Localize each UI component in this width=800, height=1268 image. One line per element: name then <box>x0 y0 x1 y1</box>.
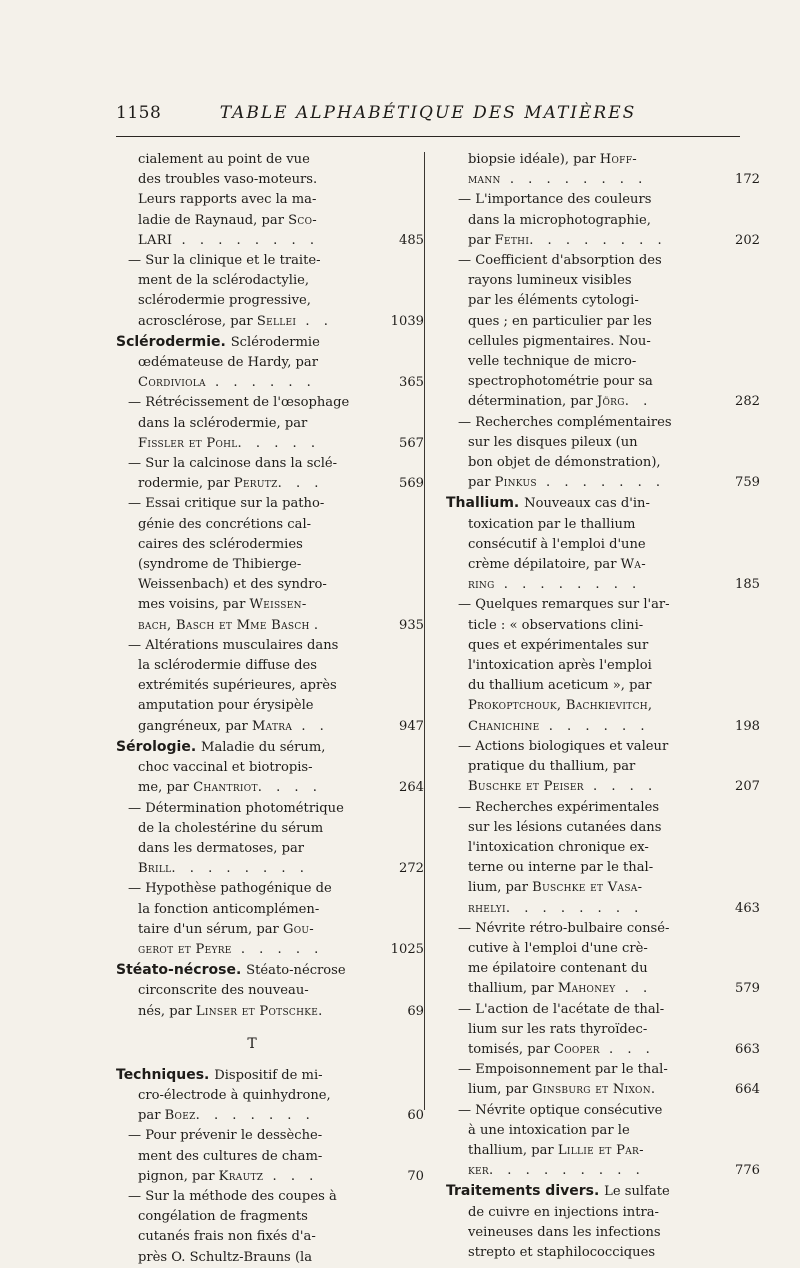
headword: Stéato-nécrose. <box>116 962 247 979</box>
entry-line: rodermie, par Perutz. . . <box>138 476 324 492</box>
entry-line: sur les disques pileux (un <box>468 434 638 450</box>
entry-line: des troubles vaso-moteurs. <box>138 172 318 188</box>
entry-line: mann . . . . . . . . <box>468 172 648 188</box>
entry-line: — Rétrécissement de l'œsophage <box>128 395 350 411</box>
entry-line: — Névrite optique consécutive <box>458 1102 663 1118</box>
entry-line: cellules pigmentaires. Nou- <box>468 333 651 349</box>
page-reference: 664 <box>735 1082 760 1098</box>
index-entry <box>128 393 424 454</box>
index-entry <box>128 1126 424 1187</box>
entry-line: Brill. . . . . . . . <box>138 861 309 877</box>
index-entry <box>128 799 424 880</box>
entry-line: l'intoxication chronique ex- <box>468 839 649 855</box>
page-reference: 485 <box>399 232 424 248</box>
right-entries <box>446 150 760 1263</box>
page-reference: 365 <box>399 375 424 391</box>
entry-line: dans la microphotographie, <box>468 212 651 228</box>
entry-line: Leurs rapports avec la ma- <box>138 192 317 208</box>
index-entry <box>128 251 424 332</box>
entry-line: par Pinkus . . . . . . . <box>468 475 666 491</box>
headword: Thallium. <box>446 495 525 512</box>
entry-line: — Altérations musculaires dans <box>128 637 339 653</box>
entry-line: bach, Basch et Mme Basch . <box>138 617 318 633</box>
entry-line: dans les dermatoses, par <box>138 840 305 856</box>
entry-line: — Pour prévenir le dessèche- <box>128 1128 323 1144</box>
page-number: 1158 <box>116 103 162 123</box>
entry-line: Cordiviola . . . . . . <box>138 375 316 391</box>
entry-line: rhelyi. . . . . . . . <box>468 900 644 916</box>
entry-line: — Sur la clinique et le traite- <box>128 253 321 269</box>
entry-line: ticle : « observations clini- <box>468 617 644 633</box>
entry-line: cro-électrode à quinhydrone, <box>138 1087 331 1103</box>
page-reference: 567 <box>399 435 424 451</box>
left-entries <box>116 150 424 1022</box>
page-reference: 70 <box>407 1168 424 1184</box>
page-reference: 207 <box>735 779 760 795</box>
entry-line: me épilatoire contenant du <box>468 961 648 977</box>
entry-line: bon objet de démonstration), <box>468 455 661 471</box>
index-entry <box>458 1101 760 1182</box>
entry-line: gangréneux, par Matra . . <box>138 718 329 734</box>
index-headword-entry <box>446 1181 702 1263</box>
entry-line: de cuivre en injections intra- <box>468 1204 659 1220</box>
index-headword-entry <box>116 332 424 394</box>
index-entry <box>458 919 760 1000</box>
page-header <box>116 103 740 131</box>
page-reference: 60 <box>407 1108 424 1124</box>
page-reference: 198 <box>735 718 760 734</box>
page-reference: 264 <box>399 780 424 796</box>
entry-line: par Fethi. . . . . . . . <box>468 232 667 248</box>
index-headword-entry <box>446 493 760 595</box>
entry-line: tomisés, par Cooper . . . <box>468 1041 655 1057</box>
index-entry <box>458 737 760 798</box>
entry-line: acrosclérose, par Sellei . . <box>138 313 333 329</box>
running-title: TABLE ALPHABÉTIQUE DES MATIÈRES <box>219 103 637 123</box>
entry-line: détermination, par Jörg. . <box>468 394 653 410</box>
entry-line: près O. Schultz-Brauns (la <box>138 1249 313 1265</box>
section-letter: T <box>247 1035 257 1052</box>
entry-line: — L'importance des couleurs <box>458 192 652 208</box>
entry-line: nés, par Linser et Potschke. <box>138 1003 323 1019</box>
entry-line: Traitements divers. Le sulfate <box>446 1183 670 1200</box>
index-entry <box>138 150 424 251</box>
entry-line: circonscrite des nouveau- <box>138 983 309 999</box>
entry-line: pignon, par Krautz . . . <box>138 1168 319 1184</box>
entry-line: ker. . . . . . . . . <box>468 1163 645 1179</box>
entry-line: — Sur la méthode des coupes à <box>128 1188 337 1204</box>
entry-line: me, par Chantriot. . . . <box>138 780 322 796</box>
entry-line: de la cholestérine du sérum <box>138 820 324 836</box>
entry-line: œdémateuse de Hardy, par <box>138 355 318 371</box>
entry-line: mes voisins, par Weissen- <box>138 597 307 613</box>
entry-line: choc vaccinal et biotropis- <box>138 760 313 776</box>
page-reference: 272 <box>399 861 424 877</box>
entry-line: — Recherches expérimentales <box>458 799 660 815</box>
page-reference: 185 <box>735 577 760 593</box>
left-column <box>116 150 424 1268</box>
entry-line: du thallium aceticum », par <box>468 678 652 694</box>
entry-line: sclérodermie progressive, <box>138 293 311 309</box>
entry-line: crème dépilatoire, par Wa- <box>468 557 646 573</box>
page-reference: 69 <box>407 1003 424 1019</box>
entry-line: — Recherches complémentaires <box>458 414 672 430</box>
index-entry <box>458 595 760 736</box>
entry-line: lium, par Ginsburg et Nixon. <box>468 1082 656 1098</box>
index-headword-entry <box>116 1065 424 1127</box>
entry-line: biopsie idéale), par Hoff- <box>468 152 637 167</box>
entry-line: Fissler et Pohl. . . . . <box>138 435 321 451</box>
entry-line: Techniques. Dispositif de mi- <box>116 1066 323 1083</box>
entry-line: — Essai critique sur la patho- <box>128 496 325 512</box>
headword: Sclérodermie. <box>116 333 231 350</box>
page-reference: 282 <box>735 394 760 410</box>
right-column <box>446 150 760 1263</box>
entry-line: la fonction anticomplémen- <box>138 901 320 917</box>
index-entry <box>468 150 760 190</box>
page-reference: 579 <box>735 981 760 997</box>
entry-line: — Hypothèse pathogénique de <box>128 881 332 897</box>
entry-line: cialement au point de vue <box>138 152 310 167</box>
entry-line: Sérologie. Maladie du sérum, <box>116 738 326 755</box>
index-headword-entry <box>116 960 424 1022</box>
index-entry <box>458 190 760 251</box>
page-reference: 935 <box>399 617 424 633</box>
entry-line: toxication par le thallium <box>468 516 636 532</box>
entry-line: terne ou interne par le thal- <box>468 860 654 876</box>
entry-line: Stéato-nécrose. Stéato-nécrose <box>116 962 346 979</box>
headword: Sérologie. <box>116 738 202 755</box>
index-entry <box>128 636 424 737</box>
entry-line: strepto et staphilococciques <box>468 1244 656 1260</box>
entry-line: cutanés frais non fixés d'a- <box>138 1229 316 1245</box>
entry-line: Buschke et Peiser . . . . <box>468 779 658 795</box>
page-reference: 569 <box>399 476 424 492</box>
entry-line: la sclérodermie diffuse des <box>138 658 317 674</box>
column-divider <box>424 152 425 1110</box>
entry-line: — Actions biologiques et valeur <box>458 738 669 754</box>
entry-line: Sclérodermie. Sclérodermie <box>116 333 320 350</box>
page-reference: 947 <box>399 718 424 734</box>
page-reference: 1039 <box>390 313 424 329</box>
page-reference: 463 <box>735 900 760 916</box>
entry-line: spectrophotométrie pour sa <box>468 374 653 390</box>
entry-line: LARI . . . . . . . . <box>138 232 319 248</box>
headword: Techniques. <box>116 1066 215 1083</box>
headword: Traitements divers. <box>446 1183 605 1200</box>
page-reference: 776 <box>735 1163 760 1179</box>
entry-line: congélation de fragments <box>138 1209 308 1225</box>
entry-line: rayons lumineux visibles <box>468 273 632 289</box>
index-entry <box>128 879 424 960</box>
entry-line: taire d'un sérum, par Gou- <box>138 921 315 937</box>
entry-line: ring . . . . . . . . <box>468 577 642 593</box>
entry-line: Weissenbach) et des syndro- <box>138 577 327 593</box>
entry-line: thallium, par Mahoney . . <box>468 981 653 997</box>
page-reference: 663 <box>735 1041 760 1057</box>
entry-line: lium sur les rats thyroïdec- <box>468 1021 648 1037</box>
page-reference: 202 <box>735 232 760 248</box>
entry-line: amputation pour érysipèle <box>138 698 314 714</box>
entry-line: — Sur la calcinose dans la sclé- <box>128 456 338 472</box>
index-entry <box>128 494 424 635</box>
entry-line: gerot et Peyre . . . . . <box>138 941 324 957</box>
entry-line: par les éléments cytologi- <box>468 293 639 309</box>
entry-line: sur les lésions cutanées dans <box>468 819 662 835</box>
entry-line: — Détermination photométrique <box>128 800 344 816</box>
entry-line: Thallium. Nouveaux cas d'in- <box>446 495 650 512</box>
entry-line: — L'action de l'acétate de thal- <box>458 1001 665 1017</box>
index-headword-entry <box>116 737 424 799</box>
entry-line: ladie de Raynaud, par Sco- <box>138 212 317 228</box>
entry-line: génie des concrétions cal- <box>138 516 312 532</box>
entry-line: consécutif à l'emploi d'une <box>468 536 646 552</box>
entry-line: — Empoisonnement par le thal- <box>458 1062 668 1078</box>
entry-line: lium, par Buschke et Vasa- <box>468 880 643 896</box>
entry-line: l'intoxication après l'emploi <box>468 658 652 674</box>
entry-line: cutive à l'emploi d'une crè- <box>468 940 648 956</box>
entry-line: ment des cultures de cham- <box>138 1148 323 1164</box>
entry-line: — Névrite rétro-bulbaire consé- <box>458 920 670 936</box>
page-reference: 172 <box>735 172 760 188</box>
index-entry <box>458 413 760 494</box>
entry-line: Chanichine . . . . . . <box>468 718 650 734</box>
header-rule <box>116 136 740 137</box>
entry-line: caires des sclérodermies <box>138 536 303 552</box>
entry-line: (syndrome de Thibierge- <box>138 557 302 573</box>
entry-line: extrémités supérieures, après <box>138 678 337 694</box>
left-entries-after <box>116 1065 424 1268</box>
entry-line: dans la sclérodermie, par <box>138 415 308 431</box>
entry-line: ques et expérimentales sur <box>468 637 649 653</box>
entry-line: — Quelques remarques sur l'ar- <box>458 597 670 613</box>
entry-line: par Boez. . . . . . . <box>138 1108 315 1124</box>
entry-line: thallium, par Lillie et Par- <box>468 1142 644 1158</box>
entry-line: ques ; en particulier par les <box>468 313 652 329</box>
index-entry <box>128 1187 366 1268</box>
index-entry <box>458 1060 760 1100</box>
entry-line: — Coefficient d'absorption des <box>458 253 662 269</box>
entry-line: pratique du thallium, par <box>468 759 636 775</box>
entry-line: ment de la sclérodactylie, <box>138 273 310 289</box>
entry-line: Prokoptchouk, Bachkievitch, <box>468 698 653 714</box>
index-entry <box>458 1000 760 1061</box>
entry-line: veineuses dans les infections <box>468 1224 661 1240</box>
page-reference: 759 <box>735 475 760 491</box>
entry-line: à une intoxication par le <box>468 1122 630 1138</box>
index-entry <box>458 798 760 919</box>
index-entry <box>128 454 424 494</box>
page-reference: 1025 <box>390 941 424 957</box>
entry-line: velle technique de micro- <box>468 354 637 370</box>
index-entry <box>458 251 760 413</box>
